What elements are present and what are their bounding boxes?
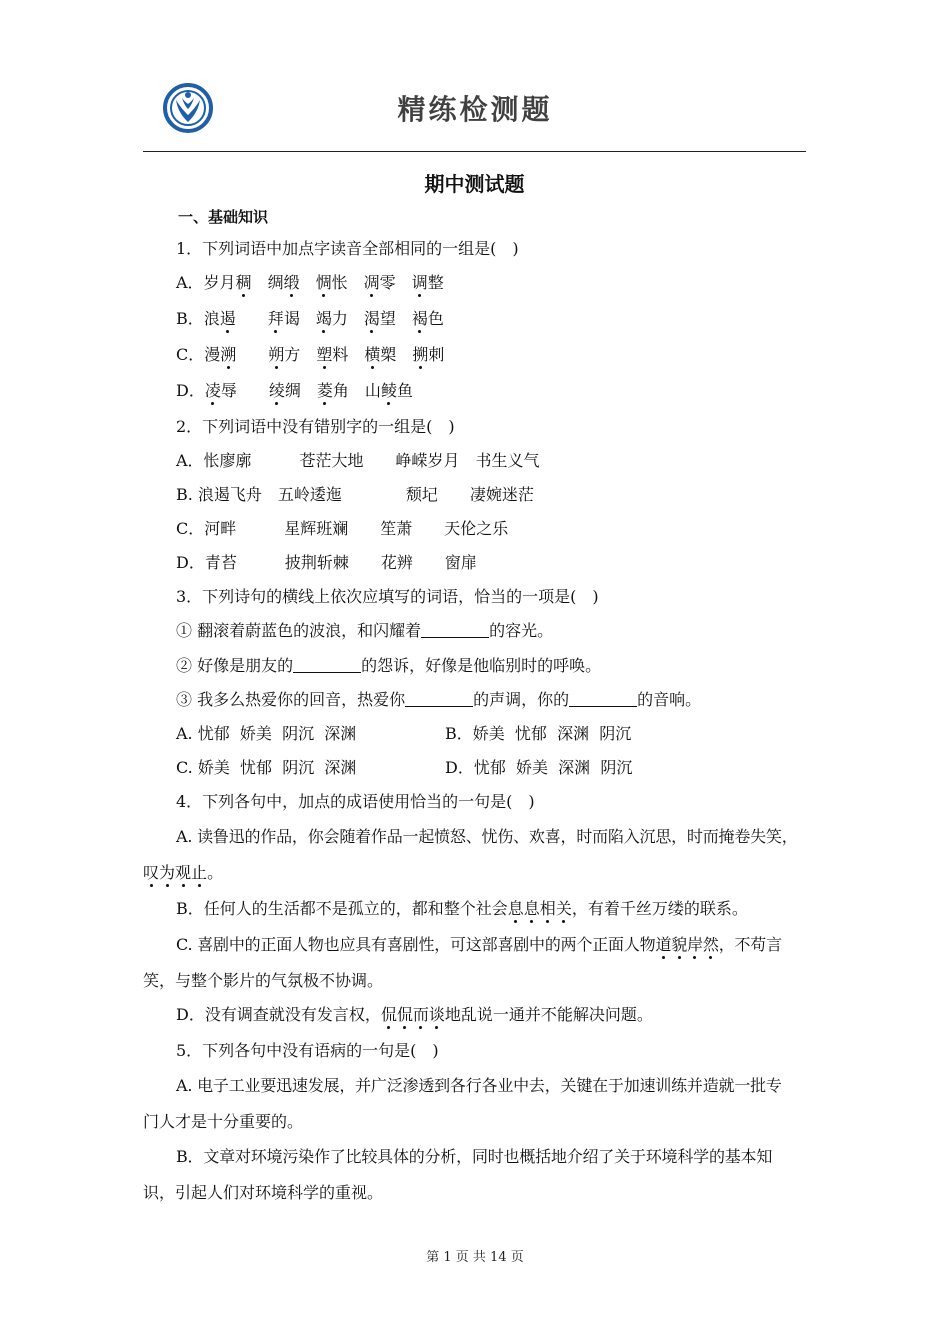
q4-stem: 4．下列各句中，加点的成语使用恰当的一句是( ) (176, 792, 535, 811)
idiom-underdot: 叹为观止 (143, 863, 208, 882)
brand-title: 精练检测题 (397, 93, 553, 126)
q3-sentence-1: ① 翻滚着蔚蓝色的波浪，和闪耀着 的容光。 (176, 621, 554, 640)
q3-option-a: A. 忧郁 娇美 阴沉 深渊 (176, 724, 357, 743)
q4-option-c-line2: 笑，与整个影片的气氛极不协调。 (143, 971, 384, 990)
q5-option-a-line2: 门人才是十分重要的。 (143, 1112, 304, 1131)
q3-sentence-3: ③ 我多么热爱你的回音，热爱你 的声调，你的 的音响。 (176, 690, 702, 709)
q2-option-c: C．河畔 星辉班斓 笙萧 天伦之乐 (176, 519, 509, 538)
q1-stem: 1．下列词语中加点字读音全部相同的一组是( ) (176, 239, 519, 258)
q3-stem: 3．下列诗句的横线上依次应填写的词语，恰当的一项是( ) (176, 587, 599, 606)
logo-icon (162, 82, 214, 134)
q4-option-c-line1: C. 喜剧中的正面人物也应具有喜剧性，可这部喜剧中的两个正面人物道貌岸然，不苟言 (176, 935, 782, 954)
q5-option-a-line1: A. 电子工业要迅速发展，并广泛渗透到各行各业中去，关键在于加速训练并造就一批专 (176, 1076, 782, 1095)
idiom-underdot: 道貌岸然 (655, 935, 719, 954)
q3-option-c: C. 娇美 忧郁 阴沉 深渊 (176, 758, 357, 777)
section-heading: 一、基础知识 (178, 208, 269, 226)
q2-option-a: A．怅廖廓 苍茫大地 峥嵘岁月 书生义气 (176, 451, 540, 470)
q2-option-d: D．青苔 披荆斩棘 花辨 窗扉 (176, 553, 477, 572)
q1-option-b: B．浪遏 拜谒 竭力 渴望 褐色 (176, 309, 444, 328)
page-footer: 第 1 页 共 14 页 (426, 1250, 524, 1265)
q4-option-b: B．任何人的生活都不是孤立的，都和整个社会息息相关，有着千丝万缕的联系。 (176, 899, 748, 918)
page-title: 期中测试题 (424, 172, 525, 196)
q3-option-b: B．娇美 忧郁 深渊 阴沉 (445, 724, 632, 743)
q5-option-b-line1: B．文章对环境污染作了比较具体的分析，同时也概括地介绍了关于环境科学的基本知 (176, 1147, 773, 1166)
q5-stem: 5．下列各句中没有语病的一句是( ) (176, 1041, 439, 1060)
q3-option-d: D．忧郁 娇美 深渊 阴沉 (445, 758, 633, 777)
q4-option-d: D．没有调查就没有发言权，侃侃而谈地乱说一通并不能解决问题。 (176, 1005, 653, 1024)
q5-option-b-line2: 识，引起人们对环境科学的重视。 (143, 1183, 384, 1202)
q2-option-b: B. 浪遏飞舟 五岭逶迤 颓圮 凄婉迷茫 (176, 485, 534, 504)
header-divider (143, 151, 806, 152)
q1-option-c: C．漫溯 朔方 塑料 横槊 搠刺 (176, 345, 445, 364)
q1-option-a: A．岁月稠 绸缎 惆怅 凋零 调整 (176, 273, 444, 292)
idiom-underdot: 息息相关 (507, 899, 572, 918)
q4-option-a-line2: 叹为观止。 (143, 863, 224, 882)
q1-option-d: D．凌辱 绫绸 菱角 山鲮鱼 (176, 381, 413, 400)
idiom-underdot: 侃侃而谈 (380, 1005, 445, 1024)
q3-sentence-2: ② 好像是朋友的 的怨诉，好像是他临别时的呼唤。 (176, 656, 602, 675)
q4-option-a-line1: A. 读鲁迅的作品，你会随着作品一起愤怒、忧伤、欢喜，时而陷入沉思，时而掩卷失笑， (176, 827, 798, 846)
q2-stem: 2．下列词语中没有错别字的一组是( ) (176, 417, 455, 436)
